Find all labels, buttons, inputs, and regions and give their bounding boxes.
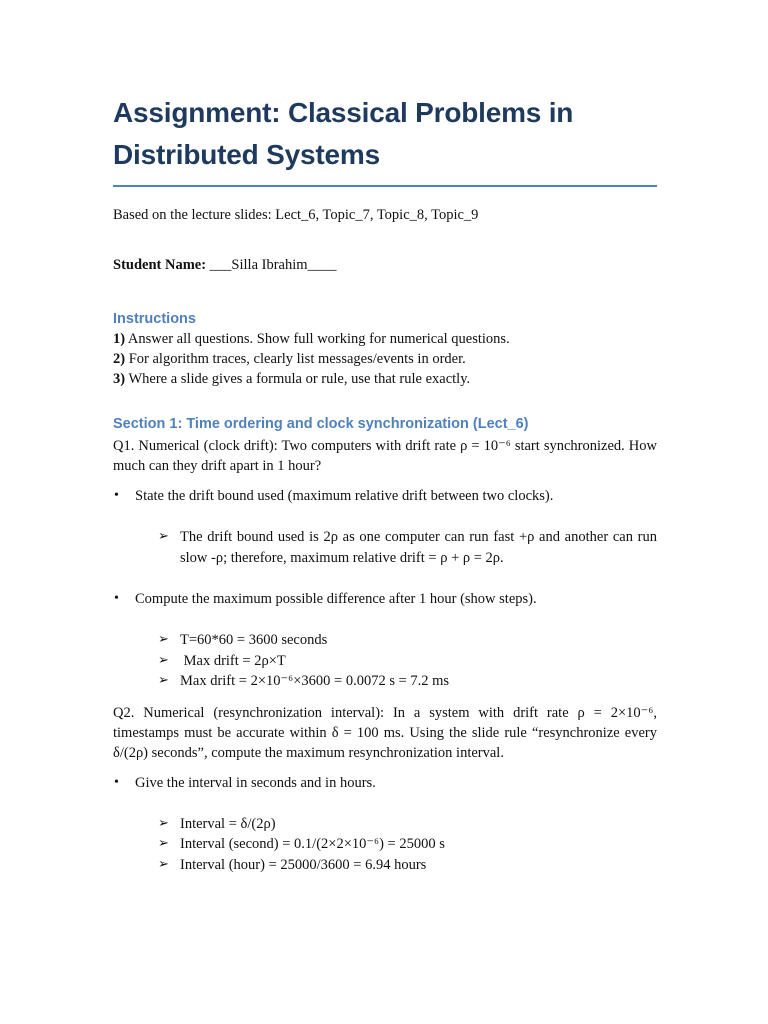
answer-text: The drift bound used is 2ρ as one computer can run fast +ρ and another can run slow -ρ; therefore, maximum relative drift = ρ + ρ = 2ρ. bbox=[180, 529, 657, 566]
bullet-icon: • bbox=[114, 591, 119, 606]
instruction-number: 3) bbox=[113, 371, 126, 387]
instructions-heading: Instructions bbox=[113, 311, 196, 327]
answer-step bbox=[113, 630, 657, 651]
arrow-bullet-icon: ➢ bbox=[158, 815, 169, 831]
document-body bbox=[113, 92, 657, 875]
answer-step-text: Interval = δ/(2ρ) bbox=[180, 815, 276, 832]
instruction-text: Answer all questions. Show full working for numerical questions. bbox=[125, 331, 510, 347]
bullet-text: Compute the maximum possible difference after 1 hour (show steps). bbox=[135, 591, 537, 607]
answer-step bbox=[113, 814, 657, 835]
q1-bullet-1 bbox=[113, 486, 657, 506]
answer-step bbox=[113, 855, 657, 876]
answer-step bbox=[113, 651, 657, 672]
q1-answer-2-list bbox=[113, 630, 657, 692]
student-name-label: Student Name: bbox=[113, 257, 207, 273]
bullet-text: Give the interval in seconds and in hours. bbox=[135, 774, 376, 791]
bullet-icon: • bbox=[114, 774, 119, 790]
instruction-item bbox=[113, 349, 657, 369]
title-line-1: Assignment: Classical Problems in bbox=[113, 97, 574, 128]
answer-step-text: T=60*60 = 3600 seconds bbox=[180, 632, 328, 648]
instruction-item bbox=[113, 369, 657, 389]
answer-step-text: Max drift = 2×10⁻⁶×3600 = 0.0072 s = 7.2 ms bbox=[180, 673, 450, 689]
section-1-heading: Section 1: Time ordering and clock synchronization (Lect_6) bbox=[113, 416, 529, 432]
answer-step bbox=[113, 671, 657, 692]
answer-step-text: Max drift = 2ρ×T bbox=[180, 652, 286, 669]
title-line-2: Distributed Systems bbox=[113, 139, 380, 170]
q2-text: Q2. Numerical (resynchronization interval): In a system with drift rate ρ = 2×10⁻⁶, timestamps must be accurate within δ = 100 ms. Using the slide rule “resynchronize every δ/(2ρ) seconds”, compute the maximum resynchronization interval. bbox=[113, 704, 657, 761]
q1-text: Q1. Numerical (clock drift): Two computers with drift rate ρ = 10⁻⁶ start synchronized. How much can they drift apart in 1 hour? bbox=[113, 438, 657, 474]
arrow-bullet-icon: ➢ bbox=[158, 632, 169, 647]
student-name-value: ___Silla Ibrahim____ bbox=[206, 257, 337, 273]
q2-answer-1-list bbox=[113, 814, 657, 876]
arrow-bullet-icon: ➢ bbox=[158, 836, 169, 851]
q1-answer-1 bbox=[113, 527, 657, 568]
title-divider bbox=[113, 185, 657, 187]
answer-step-text: Interval (second) = 0.1/(2×2×10⁻⁶) = 25000 s bbox=[180, 836, 445, 852]
answer-step-text: Interval (hour) = 25000/3600 = 6.94 hours bbox=[180, 856, 427, 873]
instruction-item bbox=[113, 329, 657, 349]
arrow-bullet-icon: ➢ bbox=[158, 856, 169, 872]
student-name-line bbox=[113, 255, 657, 275]
document-title bbox=[113, 92, 657, 176]
instruction-number: 2) bbox=[113, 351, 126, 367]
q1-bullet-2 bbox=[113, 589, 657, 609]
answer-step bbox=[113, 834, 657, 855]
arrow-bullet-icon: ➢ bbox=[158, 529, 169, 544]
bullet-text: State the drift bound used (maximum relative drift between two clocks). bbox=[135, 488, 554, 504]
arrow-bullet-icon: ➢ bbox=[158, 673, 169, 688]
instruction-text: For algorithm traces, clearly list messages/events in order. bbox=[125, 351, 466, 367]
instruction-text: Where a slide gives a formula or rule, use that rule exactly. bbox=[125, 371, 471, 387]
arrow-bullet-icon: ➢ bbox=[158, 652, 169, 668]
subtitle: Based on the lecture slides: Lect_6, Topic_7, Topic_8, Topic_9 bbox=[113, 207, 479, 223]
instruction-number: 1) bbox=[113, 331, 126, 347]
q2-bullet-1 bbox=[113, 773, 657, 793]
bullet-icon: • bbox=[114, 488, 119, 503]
